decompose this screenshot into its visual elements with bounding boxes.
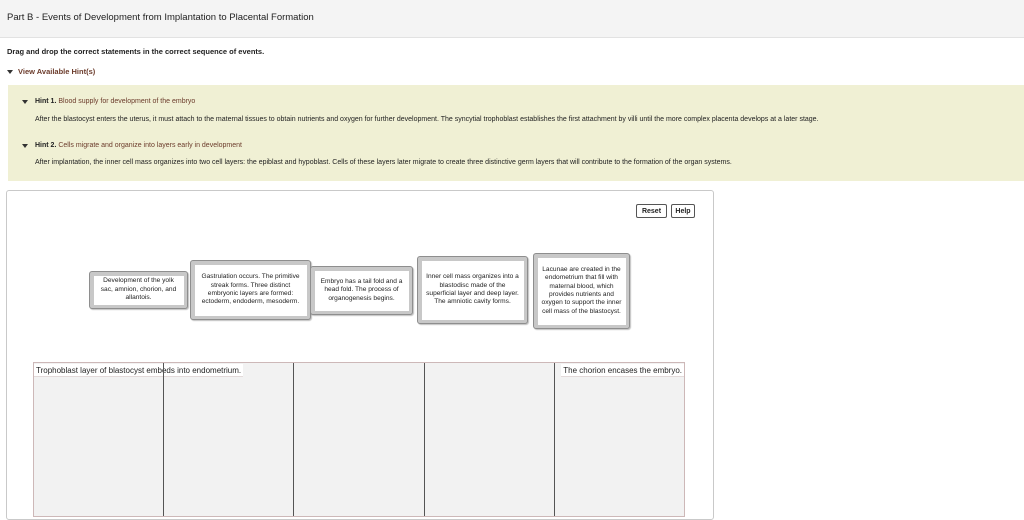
drop-zone-5[interactable] xyxy=(554,363,684,516)
drop-zone-1[interactable] xyxy=(34,363,242,516)
draggable-card-yolk-sac[interactable] xyxy=(89,271,188,309)
hint-2-text: After implantation, the inner cell mass organizes into two cell layers: the epiblast and hypoblast. Cells of these layers later migrate to create three distinctive germ layers that will contribute to the formation of the organ systems. xyxy=(35,159,732,166)
hints-panel xyxy=(8,85,1024,181)
drop-zone-2[interactable] xyxy=(163,363,293,516)
draggable-card-organogenesis[interactable] xyxy=(310,266,413,315)
draggable-card-lacunae[interactable] xyxy=(533,253,630,329)
drop-zone-4[interactable] xyxy=(424,363,554,516)
caret-down-icon xyxy=(22,100,28,104)
view-hints-toggle[interactable] xyxy=(7,67,95,76)
caret-down-icon xyxy=(7,70,13,74)
view-hints-label: View Available Hint(s) xyxy=(18,67,96,76)
part-title: Part B - Events of Development from Implantation to Placental Formation xyxy=(7,12,314,23)
instruction-text: Drag and drop the correct statements in the correct sequence of events. xyxy=(7,47,265,56)
hint-1-text: After the blastocyst enters the uterus, it must attach to the maternal tissues to obtain nutrients and oxygen for further development. The syncytial trophoblast establishes the first attachment by villi until the more complex placenta develops at a later stage. xyxy=(35,116,819,123)
hint-2-number: Hint 2. xyxy=(35,142,57,149)
hint-2-heading xyxy=(35,142,242,149)
card-text: Inner cell mass organizes into a blastodisc made of the superficial layer and deep layer. The amniotic cavity forms. xyxy=(422,261,524,320)
draggable-card-gastrulation[interactable] xyxy=(190,260,311,320)
card-text: Gastrulation occurs. The primitive streak forms. Three distinct embryonic layers are formed: ectoderm, endoderm, mesoderm. xyxy=(195,265,307,316)
hint-1-heading xyxy=(35,98,195,105)
hint-1-title: Blood supply for development of the embryo xyxy=(58,98,196,105)
card-text: Development of the yolk sac, amnion, chorion, and allantois. xyxy=(94,276,184,305)
hint-2-title: Cells migrate and organize into layers early in development xyxy=(58,142,242,149)
zone-5-label: The chorion encases the embryo. xyxy=(561,364,684,377)
help-button[interactable]: Help xyxy=(671,204,695,218)
drag-drop-panel xyxy=(6,190,714,520)
sequence-drop-area xyxy=(33,362,685,517)
part-header xyxy=(0,0,1024,38)
reset-button[interactable]: Reset xyxy=(636,204,667,218)
zone-1-label: Trophoblast layer of blastocyst embeds into endometrium. xyxy=(34,364,243,377)
hint-1-toggle[interactable] xyxy=(22,98,195,105)
caret-down-icon xyxy=(22,144,28,148)
hint-1-number: Hint 1. xyxy=(35,98,57,105)
draggable-card-blastodisc[interactable] xyxy=(417,256,528,324)
card-text: Embryo has a tail fold and a head fold. The process of organogenesis begins. xyxy=(315,271,409,311)
card-text: Lacunae are created in the endometrium that fill with maternal blood, which provides nutrients and oxygen to support the inner cell mass of the blastocyst. xyxy=(538,258,626,325)
drop-zone-3[interactable] xyxy=(293,363,423,516)
hint-2-toggle[interactable] xyxy=(22,142,242,149)
